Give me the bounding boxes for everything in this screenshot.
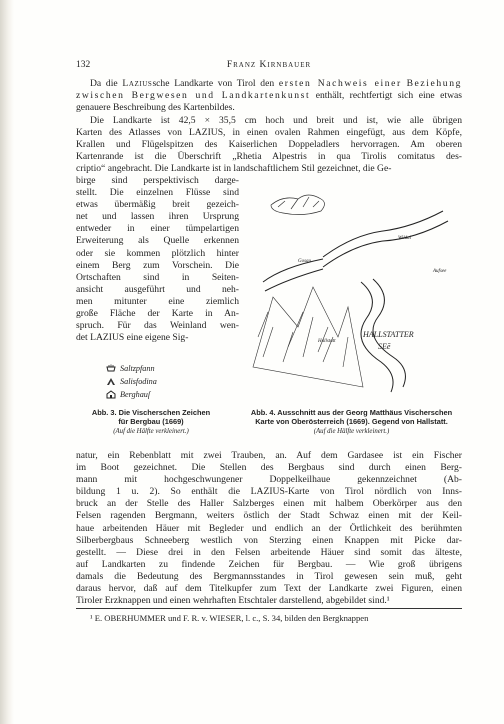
paragraph-1: Da die Laziussche Landkarte von Tirol den ersten Nachweis einer Beziehung zwischen Bergwesen und Landkartenkunst enthält, rechtfertigt sich eine etwas genauere Beschreibung des Kartenbildes. (76, 78, 462, 114)
para2_narrow-line: entweder in einer tümpelartigen (76, 223, 239, 235)
legend-label-saltzpfann: Saltzpfann (120, 364, 155, 373)
para3-line: Felsen ragenden Bergmann, weiters östlich der Stadt Schwaz einen mit der Keil- (76, 510, 462, 522)
legend-label-salisfodina: Salisfodina (120, 377, 157, 386)
para3-line: auf Landkarten zu findende Zeichen für Bergbau. — Wie groß übrigens (76, 558, 462, 570)
para3-line: gestellt. — Diese drei in den Felsen arbeitende Häuer sind somit das älteste, (76, 546, 462, 558)
fig3-legend (106, 362, 157, 401)
para3-line: haue arbeitenden Häuer mit Begleder und endlich an der Örtlichkeit des berühmten (76, 522, 462, 534)
para2_narrow-line: Ortschaften sind in Seiten- (76, 271, 239, 283)
fig4-caption: Abb. 4. Ausschnitt aus der Georg Matthäus Vischerschen Karte von Oberösterreich (1669). Gegend von Hallstatt. (250, 408, 453, 426)
salt-pan-icon (106, 364, 116, 373)
para2_narrow-line: große Fläche der Karte in An- (76, 308, 239, 320)
svg-text:Aufsee: Aufsee (433, 269, 447, 274)
para2_narrow-line: Erweiterung als Quelle erkennen (76, 235, 239, 247)
para2_narrow-line: net und lassen ihren Ursprung (76, 211, 239, 223)
para2_narrow-line: birge sind perspektivisch darge- (76, 175, 239, 186)
para2_narrow-line: oder sie kommen plötzlich hinter (76, 247, 239, 259)
footnote-rule (76, 608, 462, 609)
para2_full-line: Krallen und Flügelspitzen des Kaiserlichen Doppeladlers hervorragen. Am oberen (76, 139, 462, 151)
salt-mine-icon (106, 377, 116, 386)
para2_narrow-line: men mitunter eine ziemlich (76, 295, 239, 307)
para2_narrow-line: stellt. Die einzelnen Flüsse sind (76, 187, 239, 199)
para3-line: im Boot gezeichnet. Die Stellen des Bergbaus sind durch einen Berg- (76, 462, 462, 474)
fig4-map-illustration (243, 187, 460, 397)
para2_full-line: Kartenrande ist die Überschrift „Rhetia Alpestris in qua Tirolis comitatus des- (76, 151, 462, 163)
paragraph-3 (76, 450, 462, 607)
page-binding-shadow (0, 0, 14, 724)
svg-text:HALLSTATTER: HALLSTATTER (363, 330, 414, 339)
fig4-note: (Auf die Hälfte verkleinert.) (313, 428, 390, 435)
page-header (76, 60, 462, 74)
para2_narrow-line: einem Berg zum Vorschein. Die (76, 259, 239, 271)
paragraph-2-full (76, 115, 462, 175)
para2_full-line: criptio“ angebracht. Die Landkarte ist in landschaftlichem Stil gezeichnet, die Ge- (76, 163, 392, 175)
fig3-caption: Abb. 3. Die Vischerschen Zeichen für Bergbau (1669) (91, 408, 211, 426)
mountain-top (271, 195, 325, 215)
page-number: 132 (76, 60, 91, 70)
para2_narrow-line: det LAZIUS eine eigene Sig- (76, 332, 189, 344)
para3-line: bildung 1 u. 2). So enthält die LAZIUS-Karte von Tirol nördlich von Inns- (76, 486, 462, 498)
svg-text:Gosau: Gosau (298, 259, 312, 264)
mountains (253, 287, 363, 387)
river (263, 211, 448, 392)
para3-line: damals die Bedeutung des Bergmannsstandes in Tirol gewesen sein muß, geht (76, 570, 462, 582)
para3-line: daraus hervor, daß auf dem Titelkupfer zum Text der Landkarte zwei Figuren, einen (76, 583, 462, 595)
svg-text:Hallstatt: Hallstatt (318, 339, 336, 344)
legend-row-saltzpfann (106, 362, 157, 375)
para3-line: mann mit hochgeschwungener Doppelkeilhaue gekennzeichnet (Ab- (76, 474, 462, 486)
fig3-note: (Auf die Hälfte verkleinert.) (113, 428, 189, 435)
legend-label-berghaus: Berghauſ (120, 390, 151, 399)
para2_narrow-line: ansicht ausgeführt und neh- (76, 283, 239, 295)
footnote: ¹ E. OBERHUMMER und F. R. v. WIESER, l. c., S. 34, bilden den Bergknappen (90, 613, 369, 623)
para2_narrow-line: etwas übermäßig breit gezeich- (76, 199, 239, 211)
para2_full-line: Karten des Atlasses von LAZIUS, in einen ovalen Rahmen eingefügt, aus dem Köpfe, (76, 127, 462, 139)
svg-text:Wildal: Wildal (398, 236, 412, 241)
paragraph-2-narrow (76, 175, 239, 344)
para3-line: natur, ein Rebenblatt mit zwei Trauben, an. Auf dem Gardasee ist ein Fischer (76, 450, 462, 461)
para3-line: Tiroler Erzknappen und einen wehrhaften Etschtaler darstellend, abgebildet sind.¹ (76, 595, 390, 607)
mine-house-icon (106, 390, 116, 399)
para2_narrow-line: spruch. Für das Weinland wen- (76, 320, 239, 332)
legend-row-salisfodina (106, 375, 157, 388)
lake-text (298, 236, 447, 351)
para2_full-line: Die Landkarte ist 42,5 × 35,5 cm hoch und breit und ist, wie alle übrigen (90, 115, 462, 126)
para3-line: bruck an der Stelle des Haller Salzberges einen mit halbem Oberkörper aus den (76, 498, 462, 510)
para3-line: Silberbergbaus Schneeberg westlich von Sterzing einen Knappen mit Picke dar- (76, 534, 462, 546)
legend-row-berghaus (106, 388, 157, 401)
svg-text:SEē: SEē (378, 342, 391, 351)
running-title: Franz Kirnbauer (226, 60, 312, 70)
